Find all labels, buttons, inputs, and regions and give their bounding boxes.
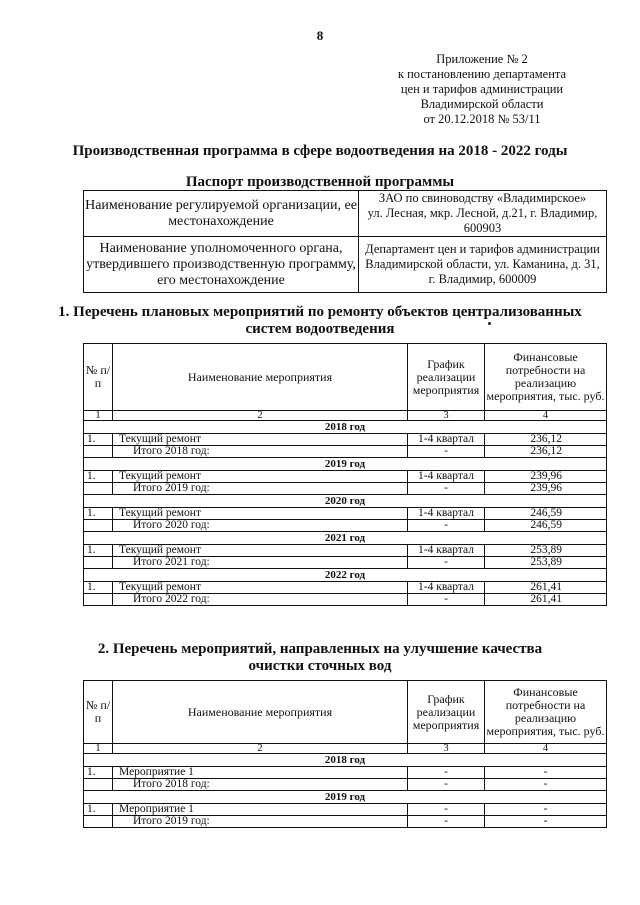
row-name: Мероприятие 1	[113, 804, 408, 816]
header-row	[84, 681, 607, 744]
year-row	[84, 754, 607, 767]
row-name: Текущий ремонт	[113, 582, 408, 594]
column-number: 2	[113, 744, 408, 754]
row-value: 261,41	[485, 582, 607, 594]
row-index	[84, 446, 113, 458]
passport-row	[84, 237, 607, 293]
year-label: 2020 год	[84, 495, 607, 508]
main-title: Производственная программа в сфере водоотведения на 2018 - 2022 годы	[72, 143, 568, 159]
section1-title-line: систем водоотведения	[245, 321, 395, 337]
total-value: 246,59	[485, 520, 607, 532]
total-row	[84, 520, 607, 532]
year-group	[84, 569, 607, 606]
appendix-line: Владимирской области	[420, 97, 544, 111]
total-value: 261,41	[485, 594, 607, 606]
row-name: Текущий ремонт	[113, 434, 408, 446]
total-schedule: -	[408, 483, 485, 495]
total-label: Итого 2018 год:	[113, 779, 408, 791]
year-group	[84, 754, 607, 791]
total-value: -	[485, 779, 607, 791]
column-number: 3	[408, 411, 485, 421]
total-row	[84, 779, 607, 791]
row-index: 1.	[84, 582, 113, 594]
passport-value-line: Владимирской области, ул. Каманина, д. 31,	[365, 257, 600, 271]
total-label: Итого 2022 год:	[113, 594, 408, 606]
total-row	[84, 483, 607, 495]
passport-value-line: ул. Лесная, мкр. Лесной, д.21, г. Владимир,	[367, 206, 598, 220]
row-value: -	[485, 804, 607, 816]
row-index: 1.	[84, 804, 113, 816]
total-value: 236,12	[485, 446, 607, 458]
row-index	[84, 520, 113, 532]
row-schedule: 1-4 квартал	[408, 582, 485, 594]
total-value: 253,89	[485, 557, 607, 569]
passport-label: Наименование регулируемой организации, ее местонахождение	[84, 191, 359, 237]
year-group	[84, 421, 607, 458]
row-schedule: -	[408, 804, 485, 816]
column-number: 3	[408, 744, 485, 754]
row-value: 253,89	[485, 545, 607, 557]
column-number: 2	[113, 411, 408, 421]
total-label: Итого 2020 год:	[113, 520, 408, 532]
passport-title: Паспорт производственной программы	[185, 174, 455, 190]
appendix-line: к постановлению департамента	[397, 67, 567, 81]
row-index	[84, 483, 113, 495]
header-row	[84, 344, 607, 411]
header-cell: Финансовые потребности на реализацию мероприятия, тыс. руб.	[485, 344, 607, 411]
section2-title-line: 2. Перечень мероприятий, направленных на улучшение качества	[97, 641, 543, 657]
year-row	[84, 421, 607, 434]
total-schedule: -	[408, 779, 485, 791]
row-name: Текущий ремонт	[113, 508, 408, 520]
year-label: 2018 год	[84, 421, 607, 434]
year-group	[84, 495, 607, 532]
total-row	[84, 557, 607, 569]
row-schedule: 1-4 квартал	[408, 471, 485, 483]
year-row	[84, 569, 607, 582]
appendix-block	[362, 52, 602, 127]
passport-value-line: ЗАО по свиноводству «Владимирское»	[378, 191, 587, 205]
row-value: 236,12	[485, 434, 607, 446]
column-number: 4	[485, 411, 607, 421]
row-index: 1.	[84, 434, 113, 446]
scan-speck	[488, 322, 491, 325]
header-cell: № п/п	[84, 681, 113, 744]
total-schedule: -	[408, 446, 485, 458]
page-number: 8	[316, 28, 324, 43]
total-schedule: -	[408, 520, 485, 532]
total-schedule: -	[408, 557, 485, 569]
row-index	[84, 779, 113, 791]
row-schedule: -	[408, 767, 485, 779]
column-number: 1	[84, 744, 113, 754]
total-value: -	[485, 816, 607, 828]
year-label: 2019 год	[84, 458, 607, 471]
section1-title-line: 1. Перечень плановых мероприятий по ремонту объектов централизованных	[58, 304, 582, 320]
passport-value-line: Департамент цен и тарифов администрации	[365, 242, 600, 256]
column-number-row	[84, 744, 607, 754]
year-label: 2019 год	[84, 791, 607, 804]
passport-label: Наименование уполномоченного органа, утвердившего производственную программу, его местонахождение	[84, 237, 359, 293]
header-cell: № п/п	[84, 344, 113, 411]
passport-row	[84, 191, 607, 237]
row-value: 239,96	[485, 471, 607, 483]
row-name: Текущий ремонт	[113, 471, 408, 483]
table-row	[84, 508, 607, 520]
row-value: 246,59	[485, 508, 607, 520]
header-cell: Финансовые потребности на реализацию мероприятия, тыс. руб.	[485, 681, 607, 744]
row-index	[84, 816, 113, 828]
row-index: 1.	[84, 545, 113, 557]
header-cell: График реализации мероприятия	[408, 344, 485, 411]
passport-value-line: г. Владимир, 600009	[428, 272, 537, 286]
year-group	[84, 791, 607, 828]
total-label: Итого 2018 год:	[113, 446, 408, 458]
year-row	[84, 791, 607, 804]
table-row	[84, 582, 607, 594]
passport-table	[83, 190, 607, 293]
total-label: Итого 2019 год:	[113, 816, 408, 828]
total-schedule: -	[408, 816, 485, 828]
table-row	[84, 545, 607, 557]
total-label: Итого 2021 год:	[113, 557, 408, 569]
total-row	[84, 446, 607, 458]
appendix-line: цен и тарифов администрации	[400, 82, 564, 96]
year-row	[84, 495, 607, 508]
column-number-row	[84, 411, 607, 421]
row-schedule: 1-4 квартал	[408, 508, 485, 520]
total-schedule: -	[408, 594, 485, 606]
total-label: Итого 2019 год:	[113, 483, 408, 495]
table-row	[84, 767, 607, 779]
total-row	[84, 816, 607, 828]
section1-title	[0, 304, 640, 338]
section1-table	[83, 343, 607, 606]
year-row	[84, 458, 607, 471]
column-number: 4	[485, 744, 607, 754]
row-index	[84, 557, 113, 569]
column-number: 1	[84, 411, 113, 421]
year-group	[84, 532, 607, 569]
header-cell: Наименование мероприятия	[113, 344, 408, 411]
appendix-line: от 20.12.2018 № 53/11	[423, 112, 541, 126]
section2-title	[0, 641, 640, 675]
header-cell: Наименование мероприятия	[113, 681, 408, 744]
row-name: Текущий ремонт	[113, 545, 408, 557]
passport-value-line: 600903	[463, 221, 502, 235]
row-name: Мероприятие 1	[113, 767, 408, 779]
row-index	[84, 594, 113, 606]
row-index: 1.	[84, 508, 113, 520]
year-label: 2021 год	[84, 532, 607, 545]
table-row	[84, 471, 607, 483]
year-group	[84, 458, 607, 495]
total-row	[84, 594, 607, 606]
row-index: 1.	[84, 471, 113, 483]
row-index: 1.	[84, 767, 113, 779]
total-value: 239,96	[485, 483, 607, 495]
row-value: -	[485, 767, 607, 779]
year-label: 2022 год	[84, 569, 607, 582]
table-row	[84, 434, 607, 446]
year-row	[84, 532, 607, 545]
year-label: 2018 год	[84, 754, 607, 767]
section2-title-line: очистки сточных вод	[248, 658, 392, 674]
header-cell: График реализации мероприятия	[408, 681, 485, 744]
section2-table	[83, 680, 607, 828]
table-row	[84, 804, 607, 816]
passport-value	[359, 237, 607, 293]
passport-value	[359, 191, 607, 237]
appendix-line: Приложение № 2	[436, 52, 528, 66]
row-schedule: 1-4 квартал	[408, 434, 485, 446]
row-schedule: 1-4 квартал	[408, 545, 485, 557]
